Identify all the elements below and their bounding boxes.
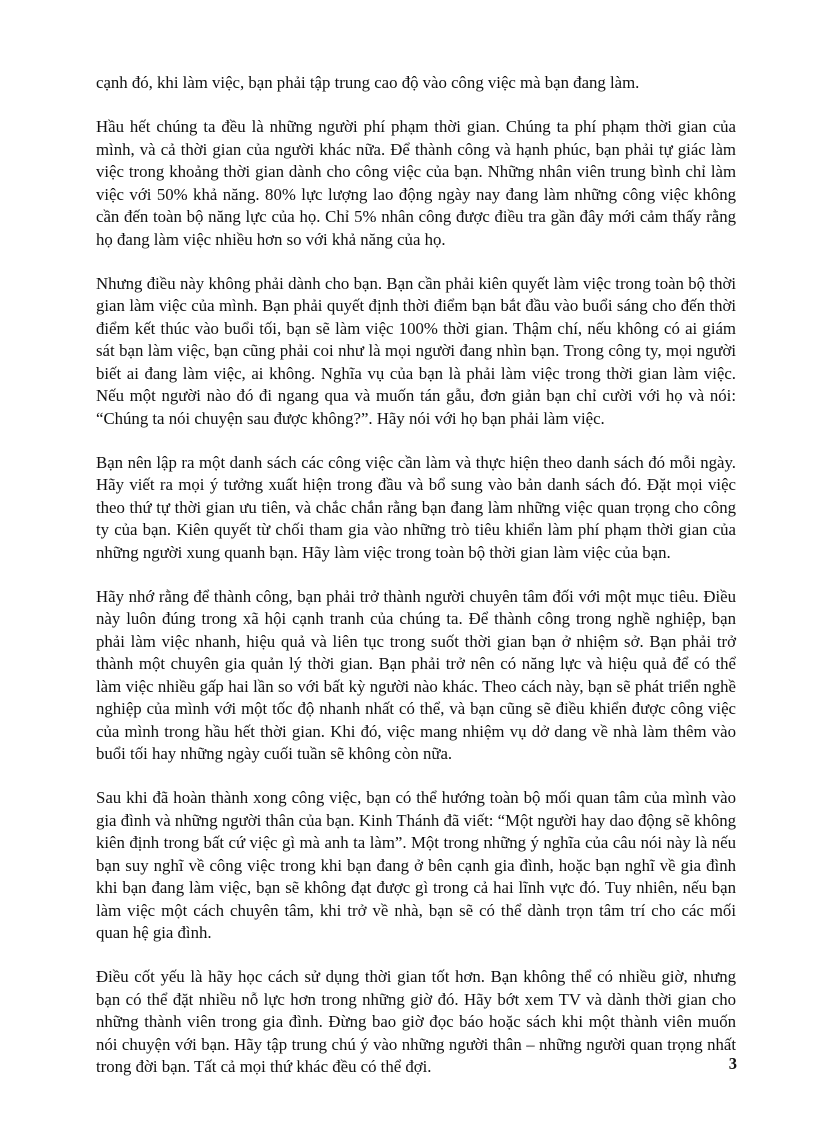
paragraph-4: Bạn nên lập ra một danh sách các công việc cần làm và thực hiện theo danh sách đó mỗi ngày. Hãy viết ra mọi ý tưởng xuất hiện trong đầu và bổ sung vào bản danh sách đó. Đặt mọi việc theo thứ tự thời gian ưu tiên, và chắc chắn rằng bạn đang làm những việc quan trọng cho công ty của bạn. Kiên quyết từ chối tham gia vào những trò tiêu khiển làm phí phạm thời gian của những người xung quanh bạn. Hãy làm việc trong toàn bộ thời gian làm việc của bạn.	[96, 452, 736, 562]
paragraph-6: Sau khi đã hoàn thành xong công việc, bạn có thể hướng toàn bộ mối quan tâm của mình vào gia đình và những người thân của bạn. Kinh Thánh đã viết: “Một người hay dao động sẽ không kiên định trong bất cứ việc gì mà anh ta làm”. Một trong những ý nghĩa của câu nói này là nếu bạn suy nghĩ về công việc trong khi bạn đang ở bên cạnh gia đình, hoặc bạn nghĩ về gia đình khi bạn đang làm việc, bạn sẽ không đạt được gì trong cả hai lĩnh vực đó. Tuy nhiên, nếu bạn làm việc một cách chuyên tâm, khi trở về nhà, bạn sẽ có thể dành trọn tâm trí cho các mối quan hệ gia đình.	[96, 788, 736, 942]
document-page	[96, 72, 736, 1100]
paragraph-2: Hầu hết chúng ta đều là những người phí phạm thời gian. Chúng ta phí phạm thời gian của mình, và cả thời gian của người khác nữa. Để thành công và hạnh phúc, bạn phải tự giác làm việc trong khoảng thời gian dành cho công việc của bạn. Những nhân viên trung bình chỉ làm việc với 50% khả năng. 80% lực lượng lao động ngày nay đang làm những công việc không cần đến toàn bộ năng lực của họ. Chỉ 5% nhân công được điều tra gần đây mới cảm thấy rằng họ đang làm việc nhiều hơn so với khả năng của họ.	[96, 117, 736, 249]
page-number: 3	[728, 1054, 737, 1073]
paragraph-5: Hãy nhớ rằng để thành công, bạn phải trở thành người chuyên tâm đối với một mục tiêu. Điều này luôn đúng trong xã hội cạnh tranh của chúng ta. Để thành công trong nghề nghiệp, bạn phải làm việc nhanh, hiệu quả và liên tục trong suốt thời gian bạn ở nhiệm sở. Bạn phải trở thành một chuyên gia quản lý thời gian. Bạn phải trở nên có năng lực và hiệu quả để có thể làm việc nhiều gấp hai lần so với bất kỳ người nào khác. Theo cách này, bạn sẽ phát triển nghề nghiệp của mình với một tốc độ nhanh nhất có thể, và bạn cũng sẽ điều khiển được công việc của mình trong hầu hết thời gian. Khi đó, việc mang nhiệm vụ dở dang về nhà làm thêm vào buổi tối hay những ngày cuối tuần sẽ không còn nữa.	[96, 586, 736, 763]
paragraph-3: Nhưng điều này không phải dành cho bạn. Bạn cần phải kiên quyết làm việc trong toàn bộ thời gian làm việc của mình. Bạn phải quyết định thời điểm bạn bắt đầu vào buổi sáng cho đến thời điểm kết thúc vào buổi tối, bạn sẽ làm việc 100% thời gian. Thậm chí, nếu không có ai giám sát bạn làm việc, bạn cũng phải coi như là mọi người đang nhìn bạn. Trong công ty, mọi người biết ai đang làm việc, ai không. Nghĩa vụ của bạn là phải làm việc trong thời gian làm việc. Nếu một người nào đó đi ngang qua và muốn tán gẫu, đơn giản bạn chỉ cười với họ và nói: “Chúng ta nói chuyện sau được không?”. Hãy nói với họ bạn phải làm việc.	[96, 273, 736, 428]
paragraph-1: cạnh đó, khi làm việc, bạn phải tập trung cao độ vào công việc mà bạn đang làm.	[96, 73, 640, 92]
paragraph-7: Điều cốt yếu là hãy học cách sử dụng thời gian tốt hơn. Bạn không thể có nhiều giờ, nhưng bạn có thể đặt nhiều nỗ lực hơn trong những giờ đó. Hãy bớt xem TV và dành thời gian cho những thành viên trong gia đình. Đừng bao giờ đọc báo hoặc sách khi một thành viên muốn nói chuyện với bạn. Hãy tập trung chú ý vào những người thân – những người quan trọng nhất trong đời bạn. Tất cả mọi thứ khác đều có thể đợi.	[96, 967, 736, 1076]
